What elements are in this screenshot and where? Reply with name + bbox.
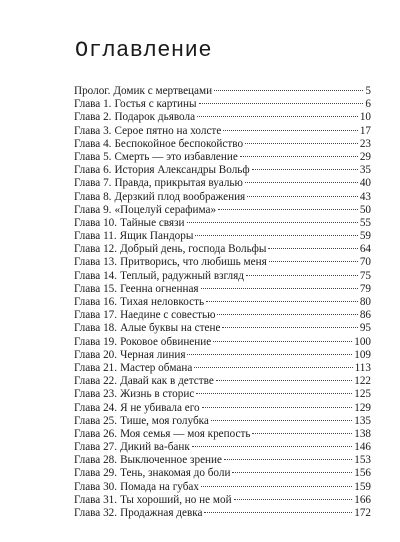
toc-leader-dots — [232, 472, 352, 473]
toc-chapter-number: Глава 32. — [74, 507, 118, 519]
toc-page-number: 153 — [354, 454, 371, 467]
toc-leader-dots — [214, 90, 363, 91]
toc-chapter-title: Роковое обвинение — [120, 335, 212, 348]
toc-entry — [74, 204, 371, 217]
toc-page-number: 80 — [359, 296, 371, 308]
table-of-contents — [74, 85, 371, 520]
toc-entry — [74, 349, 371, 362]
toc-chapter-title: Мастер обмана — [120, 361, 193, 374]
toc-chapter-title: «Поцелуй серафима» — [114, 203, 217, 216]
toc-entry — [74, 336, 371, 349]
toc-chapter-title: Геенна огненная — [120, 282, 199, 295]
toc-chapter-number: Глава 29. — [74, 467, 118, 480]
toc-leader-dots — [252, 433, 352, 434]
toc-entry — [74, 375, 371, 388]
toc-page-number: 100 — [354, 335, 371, 348]
toc-leader-dots — [195, 235, 357, 236]
toc-chapter-title: Я не убивала его — [120, 401, 200, 414]
toc-leader-dots — [187, 222, 358, 223]
toc-chapter-title: Выключенное зрение — [120, 454, 222, 467]
toc-leader-dots — [202, 407, 353, 408]
toc-leader-dots — [223, 130, 358, 131]
toc-chapter-number: Глава 31. — [74, 493, 118, 506]
toc-chapter-title: Тихая неловкость — [120, 296, 205, 308]
toc-page-number: 23 — [359, 137, 371, 150]
toc-chapter-number: Глава 22. — [74, 375, 118, 388]
toc-page-number: 109 — [354, 348, 371, 361]
toc-page-number: 5 — [365, 85, 371, 97]
toc-chapter-title: Серое пятно на холсте — [114, 124, 222, 137]
toc-page-number: 135 — [354, 414, 371, 427]
toc-leader-dots — [206, 301, 358, 302]
page-title: Оглавление — [75, 38, 213, 63]
toc-page-number: 70 — [359, 256, 371, 269]
toc-chapter-number: Глава 1. — [74, 98, 112, 111]
toc-chapter-title: Давай как в детстве — [120, 375, 214, 388]
toc-chapter-title: Помада на губах — [120, 480, 199, 493]
toc-leader-dots — [218, 209, 358, 210]
toc-page-number: 125 — [354, 388, 371, 401]
toc-chapter-number: Глава 21. — [74, 361, 118, 374]
toc-page-number: 79 — [359, 282, 371, 295]
toc-chapter-title: Жизнь в сторис — [120, 388, 195, 401]
toc-entry — [74, 296, 371, 309]
toc-chapter-title: Подарок дьявола — [114, 111, 196, 124]
toc-chapter-title: Правда, прикрытая вуалью — [114, 177, 243, 190]
toc-entry — [74, 402, 371, 415]
toc-chapter-number: Глава 8. — [74, 190, 112, 203]
toc-page-number: 113 — [354, 361, 371, 374]
toc-leader-dots — [197, 116, 358, 117]
toc-chapter-title: История Александры Вольф — [114, 164, 250, 177]
toc-entry — [74, 177, 371, 190]
toc-entry — [74, 230, 371, 243]
toc-leader-dots — [194, 367, 352, 368]
toc-chapter-number: Глава 23. — [74, 388, 118, 401]
toc-page-number: 43 — [359, 190, 371, 203]
toc-entry — [74, 441, 371, 454]
toc-chapter-number: Глава 9. — [74, 203, 112, 216]
toc-leader-dots — [217, 314, 357, 315]
toc-chapter-title: Теплый, радужный взгляд — [120, 269, 244, 282]
toc-chapter-number: Глава 18. — [74, 322, 118, 335]
toc-chapter-title: Гостья с картины — [114, 98, 197, 111]
toc-entry — [74, 362, 371, 375]
toc-page-number: 122 — [354, 375, 371, 388]
toc-chapter-number: Глава 17. — [74, 309, 118, 322]
toc-chapter-number: Глава 13. — [74, 256, 118, 269]
toc-leader-dots — [196, 393, 352, 394]
toc-leader-dots — [224, 459, 352, 460]
toc-chapter-number: Глава 30. — [74, 480, 118, 493]
toc-chapter-number: Глава 24. — [74, 401, 118, 414]
toc-entry — [74, 415, 371, 428]
toc-chapter-title: Дикий ва-банк — [120, 441, 190, 454]
toc-page-number: 86 — [359, 309, 371, 322]
toc-leader-dots — [201, 288, 358, 289]
toc-entry — [74, 454, 371, 467]
toc-leader-dots — [192, 446, 352, 447]
toc-entry — [74, 494, 371, 507]
toc-entry — [74, 125, 371, 138]
toc-entry — [74, 164, 371, 177]
toc-chapter-number: Глава 6. — [74, 164, 112, 177]
toc-chapter-number: Глава 16. — [74, 296, 118, 308]
toc-chapter-number: Глава 19. — [74, 335, 118, 348]
toc-chapter-title: Тише, моя голубка — [120, 414, 209, 427]
toc-chapter-number: Глава 14. — [74, 269, 118, 282]
toc-entry — [74, 217, 371, 230]
toc-chapter-title: Ты хороший, но не мой — [120, 493, 232, 506]
toc-chapter-title: Тень, знакомая до боли — [120, 467, 231, 480]
toc-chapter-number: Глава 5. — [74, 150, 112, 163]
toc-leader-dots — [199, 103, 364, 104]
toc-chapter-title: Алые буквы на стене — [120, 322, 221, 335]
toc-leader-dots — [201, 486, 352, 487]
toc-chapter-number: Глава 26. — [74, 427, 118, 440]
toc-entry — [74, 111, 371, 124]
toc-chapter-number: Глава 25. — [74, 414, 118, 427]
toc-chapter-number: Глава 12. — [74, 243, 118, 256]
toc-leader-dots — [204, 512, 352, 513]
toc-leader-dots — [246, 275, 358, 276]
toc-leader-dots — [247, 196, 358, 197]
toc-leader-dots — [268, 248, 357, 249]
toc-page-number: 10 — [359, 111, 371, 124]
toc-chapter-number: Глава 11. — [74, 230, 117, 243]
toc-entry — [74, 507, 371, 520]
toc-page-number: 55 — [359, 216, 371, 229]
toc-page-number: 156 — [354, 467, 371, 480]
toc-entry — [74, 85, 371, 98]
toc-chapter-number: Глава 3. — [74, 124, 112, 137]
toc-page-number: 64 — [359, 243, 371, 256]
toc-entry — [74, 322, 371, 335]
toc-leader-dots — [245, 182, 358, 183]
toc-entry — [74, 191, 371, 204]
toc-chapter-title: Наедине с совестью — [120, 309, 216, 322]
toc-entry — [74, 270, 371, 283]
toc-chapter-number: Глава 15. — [74, 282, 118, 295]
toc-page-number: 159 — [354, 480, 371, 493]
toc-chapter-number: Глава 10. — [74, 216, 118, 229]
toc-page-number: 138 — [354, 427, 371, 440]
toc-entry — [74, 309, 371, 322]
toc-leader-dots — [240, 156, 358, 157]
toc-chapter-title: Моя семья — моя крепость — [120, 427, 251, 440]
toc-leader-dots — [216, 380, 352, 381]
toc-page-number: 95 — [359, 322, 371, 335]
toc-page-number: 17 — [359, 124, 371, 137]
toc-chapter-number: Глава 28. — [74, 454, 118, 467]
toc-entry — [74, 283, 371, 296]
toc-leader-dots — [269, 261, 358, 262]
toc-leader-dots — [187, 354, 352, 355]
toc-chapter-title: Смерть — это избавление — [114, 150, 238, 163]
toc-entry — [74, 388, 371, 401]
toc-leader-dots — [252, 169, 358, 170]
toc-chapter-number: Глава 4. — [74, 137, 112, 150]
toc-page-number: 59 — [359, 230, 371, 243]
toc-leader-dots — [213, 341, 352, 342]
toc-chapter-number: Пролог. — [74, 85, 111, 97]
toc-entry — [74, 256, 371, 269]
toc-chapter-title: Тайные связи — [120, 216, 185, 229]
toc-chapter-number: Глава 2. — [74, 111, 112, 124]
toc-chapter-number: Глава 27. — [74, 441, 118, 454]
toc-leader-dots — [245, 143, 358, 144]
toc-leader-dots — [234, 499, 353, 500]
toc-page-number: 40 — [359, 177, 371, 190]
toc-chapter-title: Добрый день, господа Вольфы — [120, 243, 267, 256]
toc-entry — [74, 98, 371, 111]
toc-leader-dots — [211, 420, 352, 421]
toc-page-number: 35 — [359, 164, 371, 177]
toc-page-number: 166 — [354, 493, 371, 506]
toc-entry — [74, 428, 371, 441]
toc-leader-dots — [222, 327, 357, 328]
toc-page-number: 129 — [354, 401, 371, 414]
toc-chapter-title: Домик с мертвецами — [113, 85, 213, 97]
toc-chapter-title: Беспокойное беспокойство — [114, 137, 244, 150]
toc-chapter-title: Ящик Пандоры — [119, 230, 194, 243]
toc-chapter-number: Глава 7. — [74, 177, 112, 190]
toc-chapter-number: Глава 20. — [74, 348, 118, 361]
toc-entry — [74, 243, 371, 256]
toc-page-number: 172 — [354, 507, 371, 519]
toc-page-number: 146 — [354, 441, 371, 454]
toc-page-number: 6 — [365, 98, 371, 111]
toc-page-number: 29 — [359, 150, 371, 163]
toc-chapter-title: Черная линия — [120, 348, 186, 361]
toc-chapter-title: Дерзкий плод воображения — [114, 190, 246, 203]
toc-chapter-title: Продажная девка — [120, 507, 203, 519]
toc-entry — [74, 481, 371, 494]
toc-page-number: 50 — [359, 203, 371, 216]
toc-entry — [74, 151, 371, 164]
toc-chapter-title: Притворись, что любишь меня — [120, 256, 267, 269]
toc-entry — [74, 467, 371, 480]
toc-entry — [74, 138, 371, 151]
toc-page-number: 75 — [359, 269, 371, 282]
